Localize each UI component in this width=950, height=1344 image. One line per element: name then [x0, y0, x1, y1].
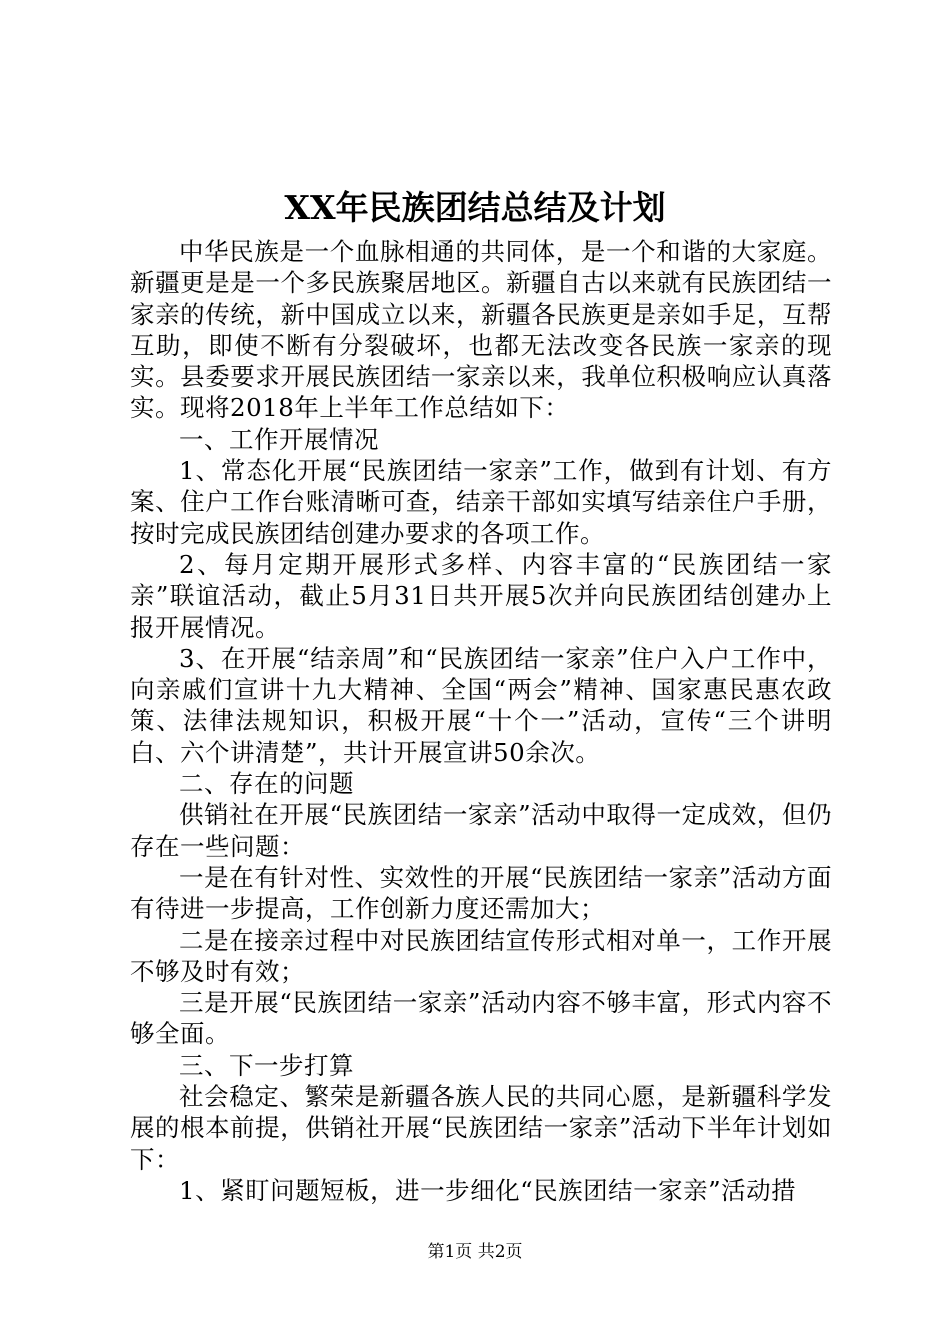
paragraph-plan-item-1: 1、紧盯问题短板，进一步细化“民族团结一家亲”活动措	[179, 1175, 797, 1205]
paragraph-problem-2: 二是在接亲过程中对民族团结宣传形式相对单一，工作开展不够及时有效；	[130, 925, 832, 986]
paragraph-item-2: 2、每月定期开展形式多样、内容丰富的“民族团结一家亲”联谊活动，截止5月31日共开展5次并向民族团结创建办上报开展情况。	[130, 549, 832, 642]
paragraph-item-3: 3、在开展“结亲周”和“民族团结一家亲”住户入户工作中，向亲戚们宣讲十九大精神、全国“两会”精神、国家惠民惠农政策、法律法规知识，积极开展“十个一”活动，宣传“三个讲明白、六个讲清楚”，共计开展宣讲50余次。	[130, 643, 832, 767]
paragraph-problem-3: 三是开展“民族团结一家亲”活动内容不够丰富，形式内容不够全面。	[130, 988, 832, 1049]
paragraph-problem-1: 一是在有针对性、实效性的开展“民族团结一家亲”活动方面有待进一步提高，工作创新力度还需加大；	[130, 862, 832, 924]
paragraph-problems-intro: 供销社在开展“民族团结一家亲”活动中取得一定成效，但仍存在一些问题：	[130, 800, 832, 861]
page-footer: 第1页 共2页	[427, 1242, 523, 1262]
section-heading-next-steps: 三、下一步打算	[179, 1050, 354, 1080]
paragraph-next-steps-intro: 社会稳定、繁荣是新疆各族人民的共同心愿，是新疆科学发展的根本前提，供销社开展“民族团结一家亲”活动下半年计划如下：	[130, 1082, 832, 1174]
section-heading-problems: 二、存在的问题	[179, 769, 354, 799]
document-title: XX年民族团结总结及计划	[284, 188, 666, 227]
paragraph-intro: 中华民族是一个血脉相通的共同体，是一个和谐的大家庭。新疆更是是一个多民族聚居地区。新疆自古以来就有民族团结一家亲的传统，新中国成立以来，新疆各民族更是亲如手足，互帮互助，即使不断有分裂破坏，也都无法改变各民族一家亲的现实。县委要求开展民族团结一家亲以来，我单位积极响应认真落实。现将2018年上半年工作总结如下：	[130, 237, 832, 423]
section-heading-work-status: 一、工作开展情况	[179, 424, 379, 454]
paragraph-item-1: 1、常态化开展“民族团结一家亲”工作，做到有计划、有方案、住户工作台账清晰可查，结亲干部如实填写结亲住户手册，按时完成民族团结创建办要求的各项工作。	[130, 456, 832, 548]
document-body	[130, 236, 832, 1206]
